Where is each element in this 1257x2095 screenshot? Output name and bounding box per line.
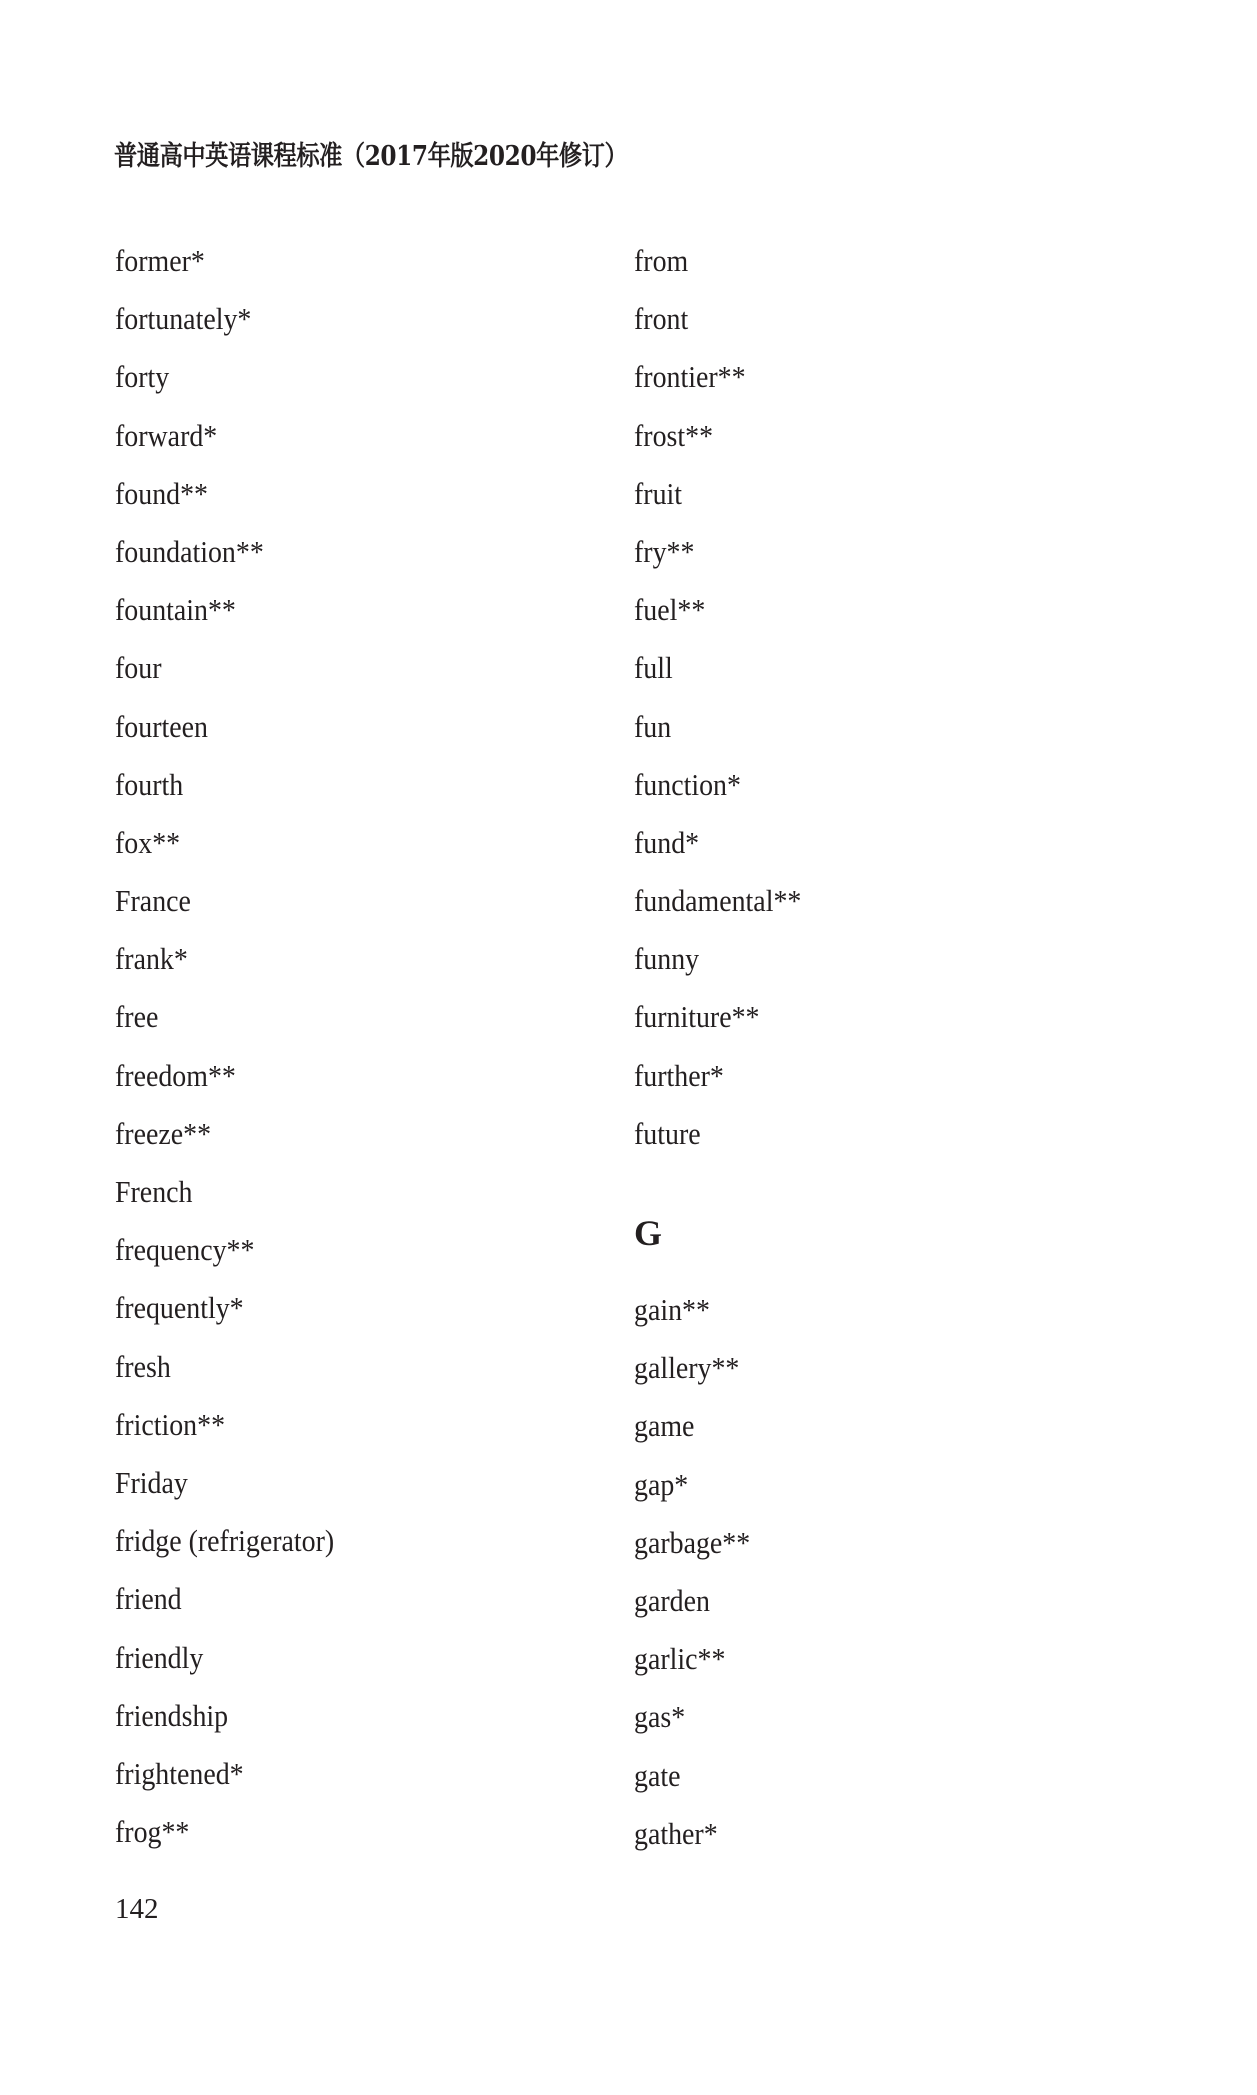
vocabulary-word-text: France: [115, 883, 191, 919]
vocabulary-word: [634, 814, 820, 872]
vocabulary-word-text: fruit: [634, 475, 683, 511]
vocabulary-word-text: garden: [634, 1582, 710, 1618]
vocabulary-word: [634, 1456, 763, 1514]
vocabulary-word-text: forward*: [115, 417, 218, 453]
vocabulary-word-text: gain**: [634, 1292, 710, 1327]
vocabulary-word: [115, 407, 359, 465]
vocabulary-word-text: gas*: [634, 1699, 686, 1735]
vocabulary-word-text: freeze**: [115, 1115, 212, 1151]
vocabulary-word: [634, 232, 820, 290]
vocabulary-word-text: French: [115, 1174, 193, 1209]
vocabulary-word: [115, 1338, 359, 1396]
vocabulary-word: [115, 1629, 359, 1687]
section-heading-g: G: [634, 1213, 663, 1253]
vocabulary-word: [115, 1570, 359, 1628]
vocabulary-word: [115, 1687, 359, 1745]
vocabulary-word: [115, 1047, 359, 1105]
vocabulary-word: [115, 1396, 359, 1454]
vocabulary-word-text: gap*: [634, 1466, 689, 1502]
vocabulary-word-text: gallery**: [634, 1350, 740, 1386]
vocabulary-word: [634, 1047, 820, 1105]
vocabulary-word-text: fry**: [634, 533, 695, 569]
vocabulary-word-text: freedom**: [115, 1057, 236, 1093]
page-number: 142: [115, 1893, 159, 1925]
vocabulary-word: [634, 1572, 763, 1630]
vocabulary-word: [115, 872, 359, 930]
vocabulary-word-text: fourteen: [115, 708, 208, 744]
vocabulary-word: [115, 232, 359, 290]
vocabulary-word: [115, 988, 359, 1046]
vocabulary-word-text: Friday: [115, 1464, 188, 1500]
vocabulary-word-text: friendly: [115, 1639, 204, 1675]
vocabulary-word: [115, 465, 359, 523]
vocabulary-word-text: front: [634, 301, 689, 337]
vocabulary-word: [115, 698, 359, 756]
vocabulary-word: [634, 1688, 763, 1746]
vocabulary-word-text: foundation**: [115, 533, 264, 569]
vocabulary-word-text: gate: [634, 1757, 681, 1793]
vocabulary-word: [634, 756, 820, 814]
vocabulary-word-text: frontier**: [634, 359, 746, 395]
vocabulary-word: [634, 1630, 763, 1688]
vocabulary-word-text: fuel**: [634, 592, 706, 628]
vocabulary-word: [115, 290, 359, 348]
vocabulary-word-text: function*: [634, 766, 741, 802]
vocabulary-word: [634, 348, 820, 406]
vocabulary-word: [115, 1745, 359, 1803]
vocabulary-word: [115, 1803, 359, 1861]
vocabulary-word: [115, 1454, 359, 1512]
vocabulary-word-text: fourth: [115, 766, 184, 802]
vocabulary-word: [115, 930, 359, 988]
vocabulary-word: [634, 930, 820, 988]
vocabulary-word: [115, 639, 359, 697]
vocabulary-word: [634, 1805, 763, 1863]
vocabulary-word-text: frequency**: [115, 1232, 255, 1268]
vocabulary-word: [634, 523, 820, 581]
vocabulary-word-text: game: [634, 1408, 695, 1444]
vocabulary-word: [634, 988, 820, 1046]
vocabulary-word: [634, 1397, 763, 1455]
vocabulary-word-text: former*: [115, 243, 205, 278]
vocabulary-word: [634, 581, 820, 639]
vocabulary-word-text: friend: [115, 1581, 182, 1617]
vocabulary-word-text: further*: [634, 1057, 724, 1093]
vocabulary-word-text: fridge (refrigerator): [115, 1523, 335, 1559]
vocabulary-word: [634, 872, 820, 930]
vocabulary-word: [115, 348, 359, 406]
vocabulary-word-text: friendship: [115, 1697, 229, 1733]
vocabulary-word: [115, 1512, 359, 1570]
vocabulary-word-text: fortunately*: [115, 301, 252, 337]
vocabulary-word: [634, 698, 820, 756]
word-list-right-f: [634, 232, 820, 1163]
vocabulary-word-text: fox**: [115, 824, 181, 860]
vocabulary-word: [634, 290, 820, 348]
vocabulary-word-text: found**: [115, 475, 208, 511]
vocabulary-word: [634, 1281, 763, 1339]
vocabulary-word: [634, 407, 820, 465]
vocabulary-word: [115, 756, 359, 814]
vocabulary-word-text: frequently*: [115, 1290, 244, 1326]
word-list-right-g: [634, 1281, 763, 1863]
vocabulary-word: [115, 1279, 359, 1337]
vocabulary-word: [115, 523, 359, 581]
vocabulary-word: [634, 1339, 763, 1397]
vocabulary-word-text: frank*: [115, 941, 188, 977]
vocabulary-word-text: four: [115, 650, 162, 686]
vocabulary-word-text: fun: [634, 708, 672, 744]
vocabulary-word-text: frog**: [115, 1814, 190, 1850]
vocabulary-word: [115, 581, 359, 639]
vocabulary-word: [115, 814, 359, 872]
vocabulary-word-text: full: [634, 650, 673, 686]
vocabulary-word-text: from: [634, 243, 689, 278]
vocabulary-word-text: frightened*: [115, 1755, 244, 1791]
vocabulary-word: [634, 1105, 820, 1163]
vocabulary-word: [634, 1514, 763, 1572]
vocabulary-word-text: frost**: [634, 417, 714, 453]
vocabulary-word: [634, 465, 820, 523]
vocabulary-word: [634, 1747, 763, 1805]
vocabulary-word-text: furniture**: [634, 999, 760, 1035]
vocabulary-word: [634, 639, 820, 697]
vocabulary-word-text: garlic**: [634, 1641, 726, 1677]
vocabulary-word-text: future: [634, 1115, 701, 1151]
vocabulary-word-text: gather*: [634, 1815, 718, 1851]
vocabulary-word-text: fundamental**: [634, 883, 802, 919]
vocabulary-word-text: funny: [634, 941, 700, 977]
vocabulary-word-text: fountain**: [115, 592, 236, 628]
vocabulary-word: [115, 1221, 359, 1279]
vocabulary-word-text: free: [115, 999, 159, 1035]
word-list-left: [115, 232, 359, 1861]
vocabulary-word-text: friction**: [115, 1406, 226, 1442]
vocabulary-word: [115, 1105, 359, 1163]
vocabulary-word-text: forty: [115, 359, 170, 395]
vocabulary-word-text: fund*: [634, 824, 700, 860]
vocabulary-word-text: fresh: [115, 1348, 171, 1384]
page-header-title: 普通高中英语课程标准（2017年版2020年修订）: [114, 141, 628, 172]
vocabulary-word-text: garbage**: [634, 1524, 751, 1560]
vocabulary-word: [115, 1163, 359, 1221]
